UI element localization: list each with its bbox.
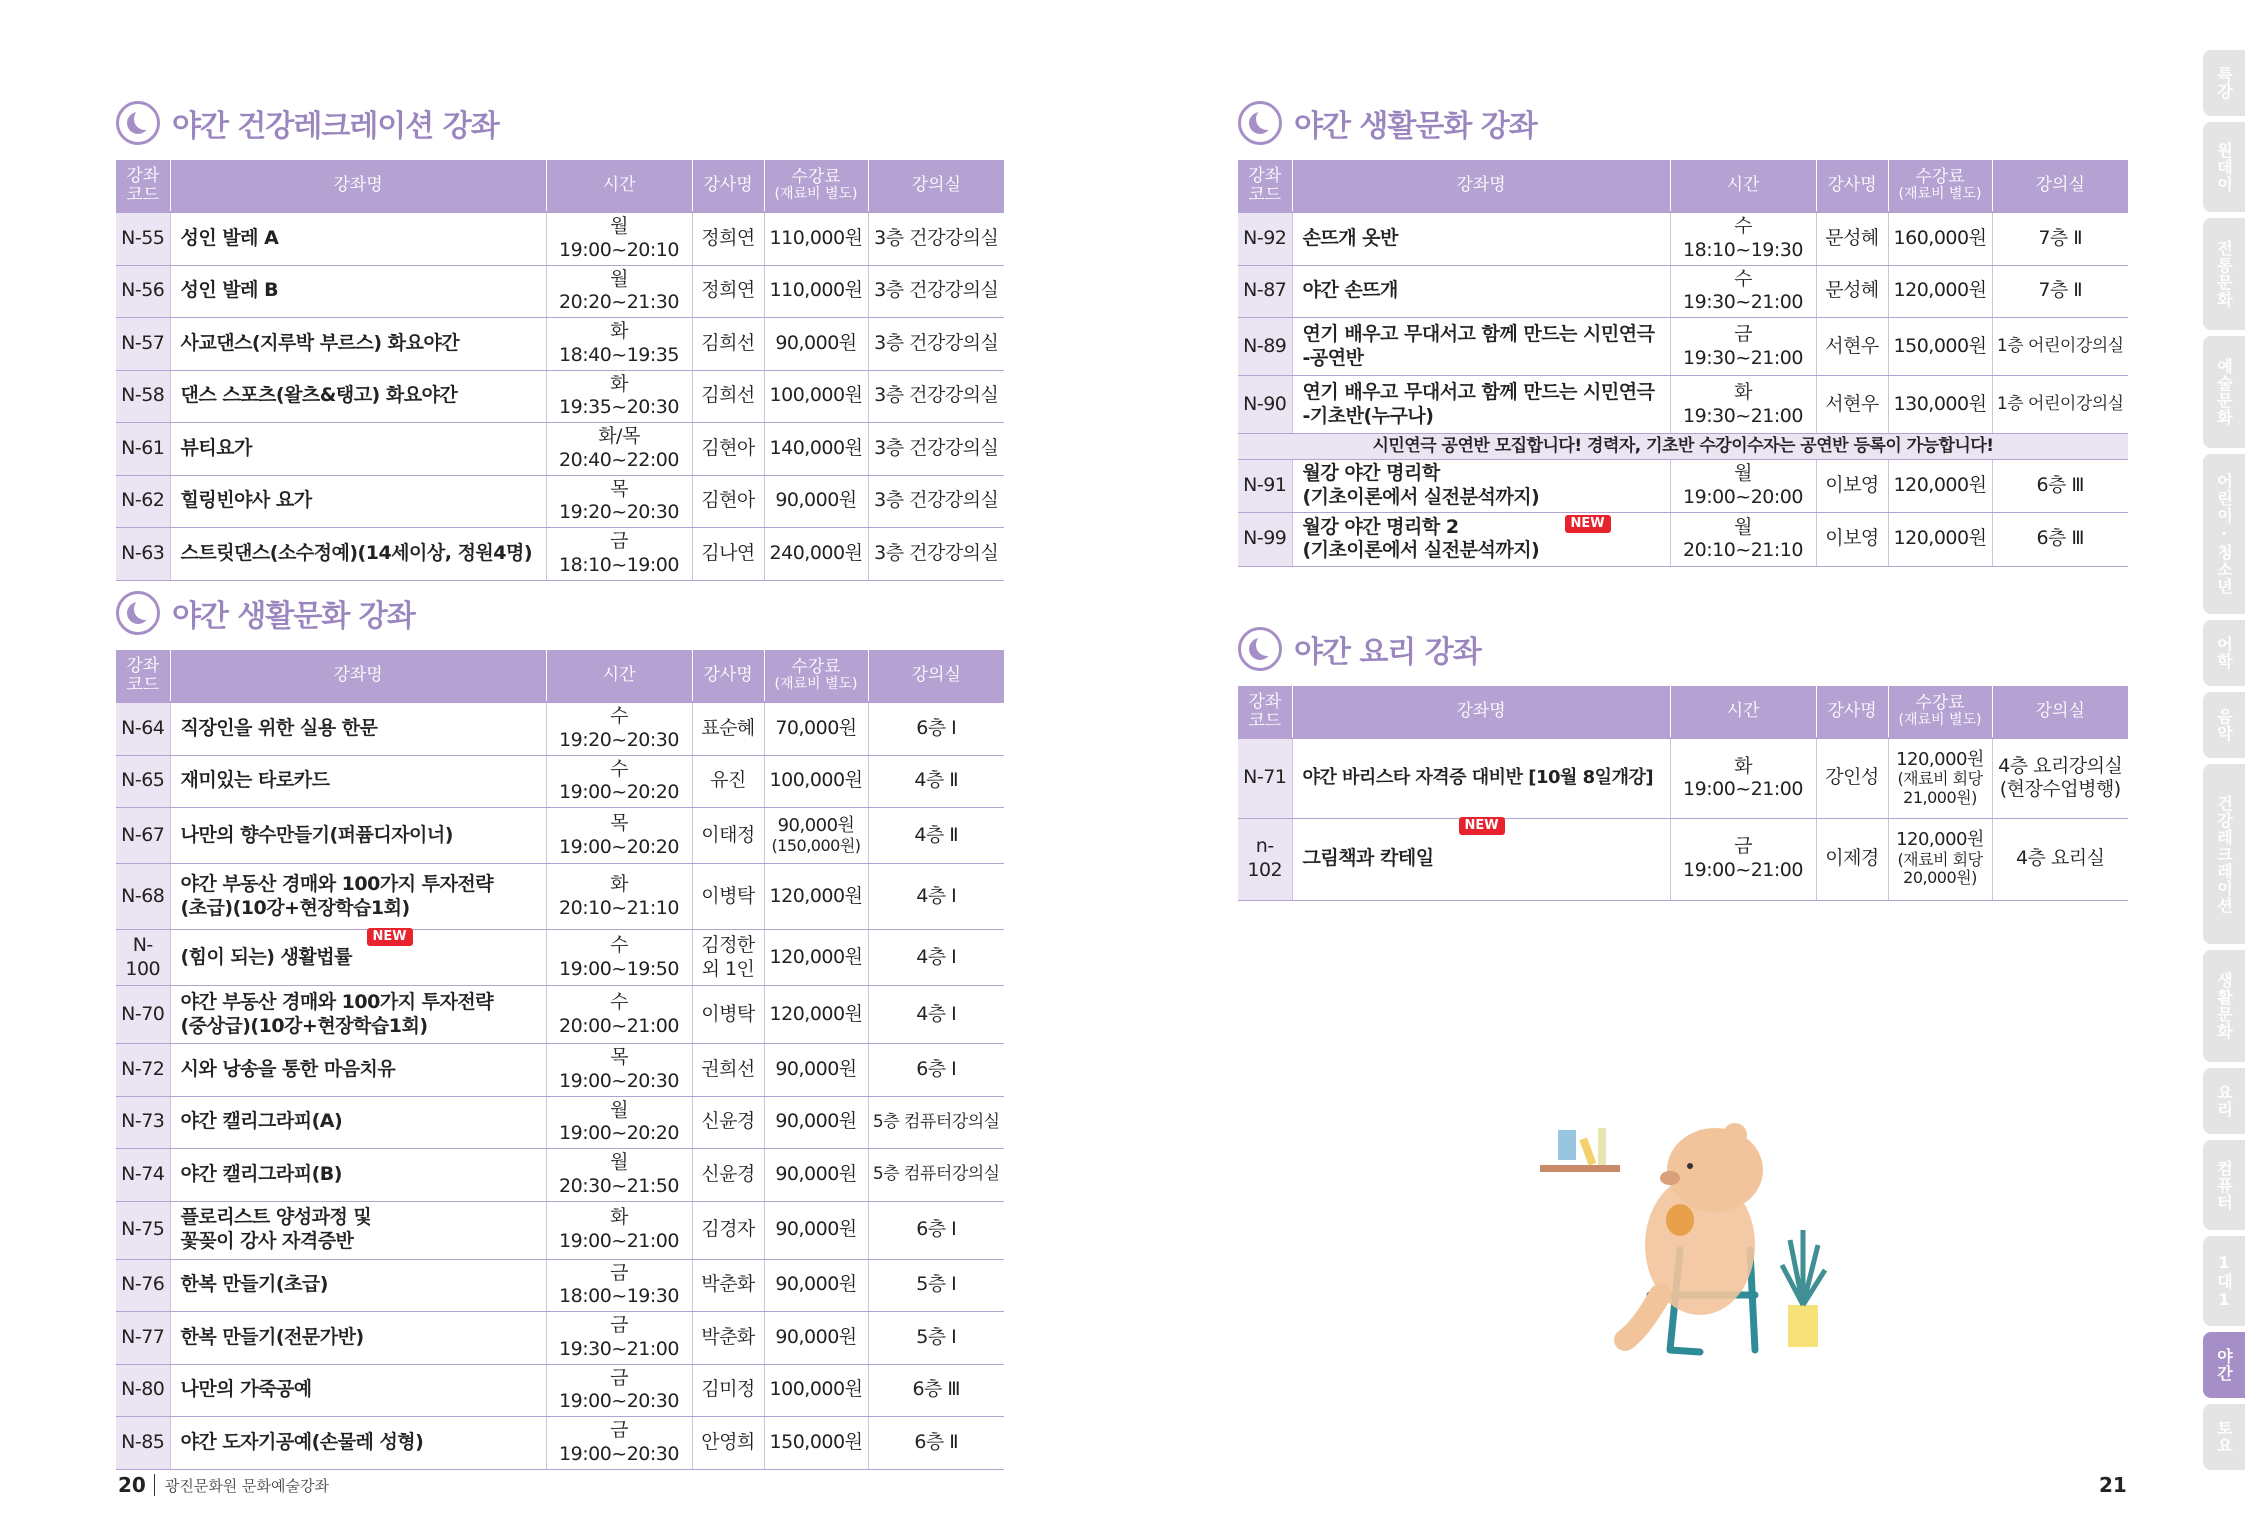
header-time: 시간 bbox=[1670, 160, 1816, 212]
table-row: N-65 재미있는 타로카드 수 19:00~20:20 유진 100,000원 4층 Ⅱ bbox=[116, 755, 1004, 808]
table-row: N-89 연기 배우고 무대서고 함께 만드는 시민연극 -공연반 금 19:30~21:00 서현우 150,000원 1층 어린이강의실 bbox=[1238, 318, 2128, 376]
table-row: N-100 (힘이 되는) 생활법률 NEW 수 19:00~19:50 김정한 외 1인 120,000원 4층 Ⅰ bbox=[116, 930, 1004, 986]
table-row: N-91 월강 야간 명리학 (기초이론에서 실전분석까지) 월 19:00~20:00 이보영 120,000원 6층 Ⅲ bbox=[1238, 460, 2128, 513]
tab-art[interactable]: 예술문화 bbox=[2203, 336, 2245, 448]
header-code: 강좌 코드 bbox=[116, 160, 170, 212]
tab-special[interactable]: 특강 bbox=[2203, 50, 2245, 116]
header-room: 강의실 bbox=[868, 650, 1004, 702]
table-row: N-58 댄스 스포츠(왈츠&탱고) 화요야간 화 19:35~20:30 김희선 100,000원 3층 건강강의실 bbox=[116, 370, 1004, 423]
header-time: 시간 bbox=[546, 160, 692, 212]
table-row: N-92 손뜨개 옷반 수 18:10~19:30 문성혜 160,000원 7층 Ⅱ bbox=[1238, 212, 2128, 265]
table-row: N-80 나만의 가죽공예 금 19:00~20:30 김미정 100,000원 6층 Ⅲ bbox=[116, 1364, 1004, 1417]
tab-music[interactable]: 음악 bbox=[2203, 692, 2245, 758]
table-row: n-102 그림책과 칵테일 NEW 금 19:00~21:00 이제경 120,000원 (재료비 회당 20,000원) 4층 요리실 bbox=[1238, 818, 2128, 900]
notice-text: 시민연극 공연반 모집합니다! 경력자, 기초반 수강이수자는 공연반 등록이 가능합니다! bbox=[1238, 434, 2128, 460]
header-code: 강좌 코드 bbox=[1238, 686, 1292, 738]
section-heading: 야간 건강레크레이션 강좌 bbox=[172, 109, 499, 144]
shelf bbox=[1540, 1165, 1620, 1172]
table-row: N-57 사교댄스(지루박 부르스) 화요야간 화 18:40~19:35 김희선 90,000원 3층 건강강의실 bbox=[116, 318, 1004, 371]
table-row: N-75 플로리스트 양성과정 및 꽃꽂이 강사 자격증반 화 19:00~21:00 김경자 90,000원 6층 Ⅰ bbox=[116, 1201, 1004, 1259]
course-table-culture-left bbox=[116, 650, 1004, 1470]
moon-icon bbox=[1238, 101, 1282, 145]
moon-icon bbox=[116, 101, 160, 145]
section-title bbox=[116, 588, 1004, 638]
header-fee: 수강료 (재료비 별도) bbox=[764, 650, 868, 702]
page-number-right: 21 bbox=[2099, 1473, 2127, 1497]
section-culture-right bbox=[1238, 98, 2128, 567]
table-row: N-64 직장인을 위한 실용 한문 수 19:20~20:30 표순혜 70,000원 6층 Ⅰ bbox=[116, 702, 1004, 755]
moon-icon bbox=[1238, 627, 1282, 671]
header-code: 강좌 코드 bbox=[1238, 160, 1292, 212]
header-teacher: 강사명 bbox=[692, 160, 764, 212]
table-row: N-85 야간 도자기공예(손물레 성형) 금 19:00~20:30 안영희 150,000원 6층 Ⅱ bbox=[116, 1417, 1004, 1470]
table-row: N-72 시와 낭송을 통한 마음치유 목 19:00~20:30 권희선 90,000원 6층 Ⅰ bbox=[116, 1044, 1004, 1097]
header-teacher: 강사명 bbox=[692, 650, 764, 702]
header-name: 강좌명 bbox=[170, 650, 546, 702]
table-row: N-71 야간 바리스타 자격증 대비반 [10월 8일개강] 화 19:00~21:00 강인성 120,000원 (재료비 회당 21,000원) 4층 요리강의실 (현장수업병행) bbox=[1238, 738, 2128, 818]
section-title bbox=[116, 98, 1004, 148]
new-badge: NEW bbox=[1459, 817, 1505, 835]
new-badge: NEW bbox=[1565, 515, 1611, 533]
section-heading: 야간 요리 강좌 bbox=[1294, 635, 1481, 670]
header-teacher: 강사명 bbox=[1816, 686, 1888, 738]
header-time: 시간 bbox=[1670, 686, 1816, 738]
header-room: 강의실 bbox=[1992, 686, 2128, 738]
bear-illustration bbox=[1520, 1100, 1850, 1360]
table-row: N-61 뷰티요가 화/목 20:40~22:00 김현아 140,000원 3층 건강강의실 bbox=[116, 423, 1004, 476]
table-row: N-87 야간 손뜨개 수 19:30~21:00 문성혜 120,000원 7층 Ⅱ bbox=[1238, 265, 2128, 318]
header-teacher: 강사명 bbox=[1816, 160, 1888, 212]
footer-left bbox=[118, 1473, 329, 1497]
header-fee: 수강료 (재료비 별도) bbox=[1888, 686, 1992, 738]
tab-cooking[interactable]: 요리 bbox=[2203, 1068, 2245, 1134]
section-heading: 야간 생활문화 강좌 bbox=[1294, 109, 1537, 144]
section-title bbox=[1238, 624, 2128, 674]
table-row: N-55 성인 발레 A 월 19:00~20:10 정희연 110,000원 3층 건강강의실 bbox=[116, 212, 1004, 265]
table-row: N-56 성인 발레 B 월 20:20~21:30 정희연 110,000원 3층 건강강의실 bbox=[116, 265, 1004, 318]
notice-row bbox=[1238, 434, 2128, 460]
header-room: 강의실 bbox=[1992, 160, 2128, 212]
header-name: 강좌명 bbox=[1292, 160, 1670, 212]
course-table-health bbox=[116, 160, 1004, 581]
table-row: N-99 월강 야간 명리학 2 (기초이론에서 실전분석까지) NEW 월 20:10~21:10 이보영 120,000원 6층 Ⅲ bbox=[1238, 512, 2128, 566]
table-row: N-62 힐링빈야사 요가 목 19:20~20:30 김현아 90,000원 3층 건강강의실 bbox=[116, 475, 1004, 528]
section-heading: 야간 생활문화 강좌 bbox=[172, 599, 415, 634]
table-row: N-90 연기 배우고 무대서고 함께 만드는 시민연극 -기초반(누구나) 화 19:30~21:00 서현우 130,000원 1층 어린이강의실 bbox=[1238, 376, 2128, 434]
tab-night[interactable]: 야간 bbox=[2203, 1332, 2245, 1398]
footer-divider bbox=[154, 1474, 155, 1496]
table-row: N-70 야간 부동산 경매와 100가지 투자전략 (중상급)(10강+현장학습1회) 수 20:00~21:00 이병탁 120,000원 4층 Ⅰ bbox=[116, 986, 1004, 1044]
category-tabs bbox=[2203, 50, 2245, 1476]
table-row: N-68 야간 부동산 경매와 100가지 투자전략 (초급)(10강+현장학습1회) 화 20:10~21:10 이병탁 120,000원 4층 Ⅰ bbox=[116, 864, 1004, 930]
tab-one-on-one[interactable]: 1대1 bbox=[2203, 1236, 2245, 1326]
new-badge: NEW bbox=[367, 928, 413, 946]
tab-youth[interactable]: 어린이·청소년 bbox=[2203, 454, 2245, 614]
tab-oneday[interactable]: 원데이 bbox=[2203, 122, 2245, 212]
table-row: N-63 스트릿댄스(소수정예)(14세이상, 정원4명) 금 18:10~19:00 김나연 240,000원 3층 건강강의실 bbox=[116, 528, 1004, 581]
course-table-culture-right bbox=[1238, 160, 2128, 567]
header-fee: 수강료 (재료비 별도) bbox=[1888, 160, 1992, 212]
table-row: N-77 한복 만들기(전문가반) 금 19:30~21:00 박춘화 90,000원 5층 Ⅰ bbox=[116, 1312, 1004, 1365]
table-row: N-74 야간 캘리그라피(B) 월 20:30~21:50 신윤경 90,000원 5층 컴퓨터강의실 bbox=[116, 1149, 1004, 1202]
section-health bbox=[116, 98, 1004, 581]
tab-traditional[interactable]: 전통문화 bbox=[2203, 218, 2245, 330]
footer-label: 광진문화원 문화예술강좌 bbox=[164, 1476, 330, 1495]
header-time: 시간 bbox=[546, 650, 692, 702]
section-cooking bbox=[1238, 624, 2128, 901]
section-title bbox=[1238, 98, 2128, 148]
table-row: N-67 나만의 향수만들기(퍼퓸디자이너) 목 19:00~20:20 이태정 90,000원 (150,000원) 4층 Ⅱ bbox=[116, 808, 1004, 864]
table-row: N-73 야간 캘리그라피(A) 월 19:00~20:20 신윤경 90,000원 5층 컴퓨터강의실 bbox=[116, 1096, 1004, 1149]
tab-health[interactable]: 건강레크레이션 bbox=[2203, 764, 2245, 944]
section-culture-left bbox=[116, 588, 1004, 1470]
tab-language[interactable]: 어학 bbox=[2203, 620, 2245, 686]
header-name: 강좌명 bbox=[170, 160, 546, 212]
header-code: 강좌 코드 bbox=[116, 650, 170, 702]
tab-computer[interactable]: 컴퓨터 bbox=[2203, 1140, 2245, 1230]
tab-saturday[interactable]: 토요 bbox=[2203, 1404, 2245, 1470]
header-room: 강의실 bbox=[868, 160, 1004, 212]
tab-life-culture[interactable]: 생활문화 bbox=[2203, 950, 2245, 1062]
header-name: 강좌명 bbox=[1292, 686, 1670, 738]
header-fee: 수강료 (재료비 별도) bbox=[764, 160, 868, 212]
course-table-cooking bbox=[1238, 686, 2128, 901]
table-row: N-76 한복 만들기(초급) 금 18:00~19:30 박춘화 90,000원 5층 Ⅰ bbox=[116, 1259, 1004, 1312]
moon-icon bbox=[116, 591, 160, 635]
plant-pot bbox=[1788, 1305, 1818, 1347]
page-number-left: 20 bbox=[118, 1473, 146, 1497]
